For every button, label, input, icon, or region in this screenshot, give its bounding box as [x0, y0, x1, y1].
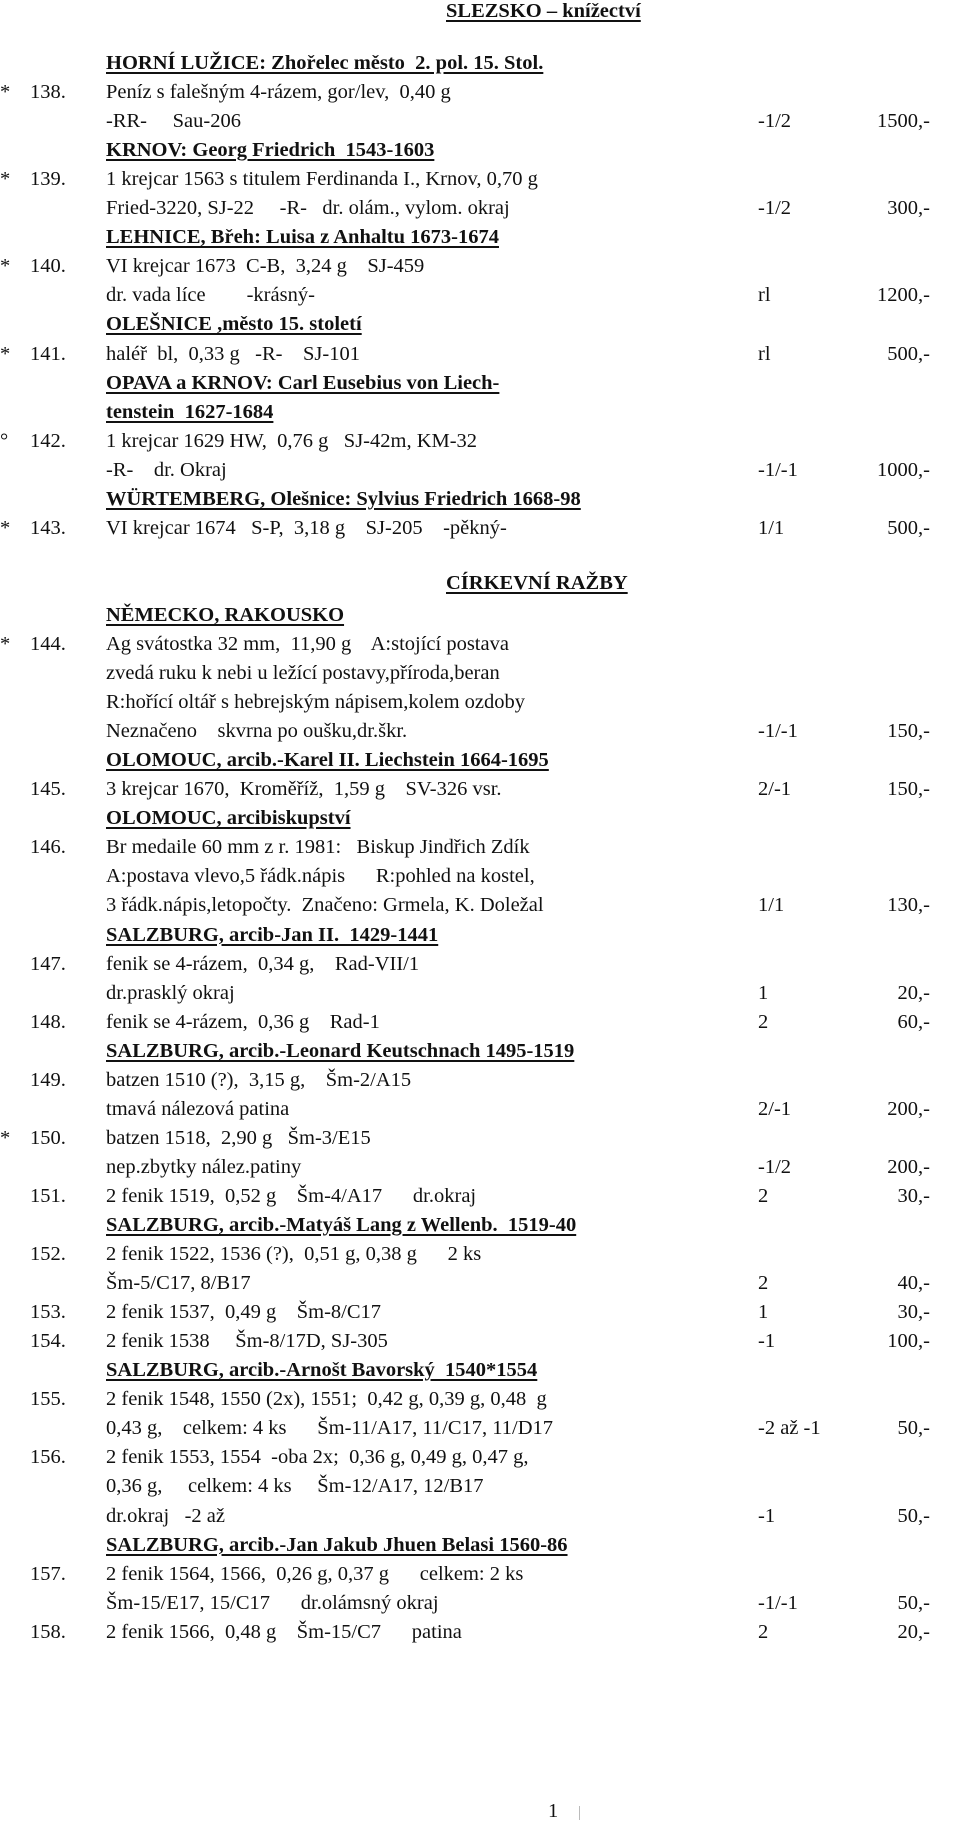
item-description: dr.prasklý okraj	[106, 981, 235, 1004]
heading-text: LEHNICE, Břeh: Luisa z Anhaltu 1673-1674	[106, 226, 499, 249]
item-description: Šm-15/E17, 15/C17 dr.olámsný okraj	[106, 1591, 439, 1614]
item-price: 500,-	[887, 516, 930, 539]
item-description: -RR- Sau-206	[106, 110, 241, 133]
item-price: 300,-	[887, 197, 930, 220]
page-edge-mark	[579, 1806, 580, 1820]
section-heading	[0, 1355, 960, 1385]
item-mark: *	[0, 1126, 11, 1149]
item-price: 50,-	[897, 1591, 930, 1614]
section-heading	[0, 397, 960, 427]
heading-text: HORNÍ LUŽICE: Zhořelec město 2. pol. 15. Stol.	[106, 52, 544, 74]
item-price: 150,-	[887, 720, 930, 743]
item-price: 200,-	[887, 1097, 930, 1120]
catalog-item-continuation	[0, 890, 960, 920]
item-number: 153.	[30, 1301, 66, 1324]
item-number: 147.	[30, 952, 66, 975]
item-number: 146.	[30, 836, 66, 859]
item-description: Šm-5/C17, 8/B17	[106, 1272, 251, 1295]
item-mark: *	[0, 516, 11, 539]
catalog-item-continuation	[0, 861, 960, 891]
heading-text: OPAVA a KRNOV: Carl Eusebius von Liech-	[106, 371, 500, 394]
catalog-item	[0, 1181, 960, 1211]
section-heading	[0, 745, 960, 775]
item-description: 2 fenik 1548, 1550 (2x), 1551; 0,42 g, 0,39 g, 0,48 g	[106, 1388, 547, 1411]
item-description: -R- dr. Okraj	[106, 458, 227, 481]
catalog-item	[0, 426, 960, 456]
item-price: 20,-	[897, 1620, 930, 1643]
item-price: 1200,-	[877, 284, 930, 307]
item-mark: *	[0, 633, 11, 655]
catalog-item-continuation	[0, 716, 960, 746]
item-grade: -1	[758, 1504, 776, 1527]
item-price: 1000,-	[877, 458, 930, 481]
catalog-item	[0, 77, 960, 107]
catalog-item-continuation	[0, 687, 960, 717]
item-description: 0,43 g, celkem: 4 ks Šm-11/A17, 11/C17, 11/D17	[106, 1417, 553, 1440]
item-description: Fried-3220, SJ-22 -R- dr. olám., vylom. okraj	[106, 197, 510, 220]
item-grade: 1/1	[758, 516, 785, 539]
item-price: 1500,-	[877, 110, 930, 133]
item-description: tmavá nálezová patina	[106, 1097, 290, 1120]
item-description: Ag svátostka 32 mm, 11,90 g A:stojící postava	[106, 633, 509, 655]
item-mark: *	[0, 255, 11, 278]
catalog-item	[0, 629, 960, 659]
item-number: 145.	[30, 778, 66, 801]
catalog-item-continuation	[0, 1268, 960, 1298]
item-grade: -1	[758, 1330, 776, 1353]
item-grade: 1	[758, 981, 769, 1004]
item-description: 3 řádk.nápis,letopočty. Značeno: Grmela, K. Doležal	[106, 894, 544, 917]
item-grade: -1/2	[758, 110, 792, 133]
item-grade: 2	[758, 1620, 769, 1643]
item-description: 2 fenik 1522, 1536 (?), 0,51 g, 0,38 g 2 ks	[106, 1243, 482, 1266]
item-description: A:postava vlevo,5 řádk.nápis R:pohled na kostel,	[106, 865, 535, 888]
heading-text: KRNOV: Georg Friedrich 1543-1603	[106, 139, 435, 162]
catalog-item	[0, 339, 960, 369]
item-mark: *	[0, 81, 11, 104]
section-heading	[0, 803, 960, 833]
item-number: 139.	[30, 168, 66, 191]
item-description: dr. vada líce -krásný-	[106, 284, 315, 307]
item-grade: 2/-1	[758, 778, 792, 801]
item-description: VI krejcar 1674 S-P, 3,18 g SJ-205 -pěkný-	[106, 516, 507, 539]
catalog-item-continuation	[0, 455, 960, 485]
catalog-item	[0, 774, 960, 804]
item-grade: 2	[758, 1010, 769, 1033]
heading-text: SALZBURG, arcib-Jan II. 1429-1441	[106, 923, 439, 946]
heading-text: SALZBURG, arcib.-Leonard Keutschnach 1495-1519	[106, 1039, 575, 1062]
catalog-item	[0, 1326, 960, 1356]
item-description: 2 fenik 1566, 0,48 g Šm-15/C7 patina	[106, 1620, 462, 1643]
heading-text: SALZBURG, arcib.-Matyáš Lang z Wellenb. 1519-40	[106, 1214, 577, 1236]
item-number: 150.	[30, 1126, 66, 1149]
item-price: 500,-	[887, 342, 930, 365]
section-heading	[0, 484, 960, 514]
catalog-item	[0, 1617, 960, 1647]
item-description: 2 fenik 1553, 1554 -oba 2x; 0,36 g, 0,49 g, 0,47 g,	[106, 1446, 529, 1469]
item-description: Br medaile 60 mm z r. 1981: Biskup Jindřich Zdík	[106, 836, 530, 859]
item-number: 154.	[30, 1330, 66, 1353]
item-description: Peníz s falešným 4-rázem, gor/lev, 0,40 g	[106, 81, 451, 104]
item-description: nep.zbytky nález.patiny	[106, 1155, 302, 1178]
catalog-item-continuation	[0, 1152, 960, 1182]
item-number: 143.	[30, 516, 66, 539]
item-number: 148.	[30, 1010, 66, 1033]
item-number: 155.	[30, 1388, 66, 1411]
item-grade: 2/-1	[758, 1097, 792, 1120]
item-price: 50,-	[897, 1417, 930, 1440]
item-description: 2 fenik 1519, 0,52 g Šm-4/A17 dr.okraj	[106, 1184, 477, 1207]
item-grade: -1/2	[758, 1155, 792, 1178]
item-price: 150,-	[887, 778, 930, 801]
section-heading	[0, 222, 960, 252]
catalog-item-continuation	[0, 1501, 960, 1531]
heading-text: OLEŠNICE ,město 15. století	[106, 313, 362, 336]
item-price: 20,-	[897, 981, 930, 1004]
section-title-church: CÍRKEVNÍ RAŽBY	[446, 572, 628, 594]
item-description: zvedá ruku k nebi u ležící postavy,příroda,beran	[106, 662, 500, 685]
item-number: 152.	[30, 1243, 66, 1266]
item-number: 141.	[30, 342, 66, 365]
item-description: 1 krejcar 1629 HW, 0,76 g SJ-42m, KM-32	[106, 429, 478, 452]
item-description: dr.okraj -2 až	[106, 1504, 225, 1527]
section-heading	[0, 135, 960, 165]
catalog-item-continuation	[0, 280, 960, 310]
catalog-item-continuation	[0, 1094, 960, 1124]
catalog-item-continuation	[0, 1413, 960, 1443]
item-description: 1 krejcar 1563 s titulem Ferdinanda I., Krnov, 0,70 g	[106, 168, 538, 191]
item-description: batzen 1510 (?), 3,15 g, Šm-2/A15	[106, 1068, 412, 1091]
catalog-item	[0, 251, 960, 281]
catalog-item	[0, 513, 960, 543]
item-mark: °	[0, 429, 9, 452]
catalog-item	[0, 949, 960, 979]
heading-text: WÜRTEMBERG, Olešnice: Sylvius Friedrich 1668-98	[106, 487, 581, 510]
item-mark: *	[0, 342, 11, 365]
item-description: 2 fenik 1564, 1566, 0,26 g, 0,37 g celkem: 2 ks	[106, 1562, 524, 1585]
catalog-item	[0, 1007, 960, 1037]
catalog-item	[0, 1442, 960, 1472]
catalog-item	[0, 1559, 960, 1589]
catalog-item	[0, 1123, 960, 1153]
item-price: 50,-	[897, 1504, 930, 1527]
item-description: batzen 1518, 2,90 g Šm-3/E15	[106, 1126, 371, 1149]
item-grade: rl	[758, 342, 771, 365]
catalog-item	[0, 1297, 960, 1327]
item-description: fenik se 4-rázem, 0,34 g, Rad-VII/1	[106, 952, 420, 975]
catalog-item	[0, 832, 960, 862]
section-heading	[0, 368, 960, 398]
section-heading	[0, 920, 960, 950]
item-number: 149.	[30, 1068, 66, 1091]
catalog-item	[0, 1384, 960, 1414]
section-heading	[0, 309, 960, 339]
item-price: 40,-	[897, 1272, 930, 1295]
item-price: 130,-	[887, 894, 930, 917]
catalog-item	[0, 1239, 960, 1269]
catalog-item-continuation	[0, 1471, 960, 1501]
catalog-item-continuation	[0, 106, 960, 136]
catalog-item	[0, 164, 960, 194]
item-number: 142.	[30, 429, 66, 452]
section-heading	[0, 1036, 960, 1066]
heading-text: NĚMECKO, RAKOUSKO	[106, 603, 345, 626]
section-title: SLEZSKO – knížectví	[446, 0, 641, 22]
catalog-item-continuation	[0, 658, 960, 688]
item-number: 138.	[30, 81, 66, 104]
item-number: 151.	[30, 1184, 66, 1207]
catalog-item-continuation	[0, 193, 960, 223]
item-price: 100,-	[887, 1330, 930, 1353]
item-grade: 2	[758, 1184, 769, 1207]
section-heading	[0, 1530, 960, 1560]
item-number: 140.	[30, 255, 66, 278]
item-description: VI krejcar 1673 C-B, 3,24 g SJ-459	[106, 255, 425, 278]
catalog-item	[0, 1065, 960, 1095]
item-grade: 1/1	[758, 894, 785, 917]
item-grade: 2	[758, 1272, 769, 1295]
item-description: haléř bl, 0,33 g -R- SJ-101	[106, 342, 360, 365]
item-grade: -1/-1	[758, 720, 798, 743]
section-heading	[0, 600, 960, 630]
item-grade: 1	[758, 1301, 769, 1324]
heading-text: SALZBURG, arcib.-Jan Jakub Jhuen Belasi 1560-86	[106, 1533, 568, 1556]
item-grade: -2 až -1	[758, 1417, 821, 1440]
item-grade: -1/2	[758, 197, 792, 220]
item-description: fenik se 4-rázem, 0,36 g Rad-1	[106, 1010, 380, 1033]
item-number: 144.	[30, 633, 66, 655]
item-description: Neznačeno skvrna po oušku,dr.škr.	[106, 720, 408, 743]
item-number: 157.	[30, 1562, 66, 1585]
item-price: 30,-	[897, 1184, 930, 1207]
item-grade: -1/-1	[758, 458, 798, 481]
catalog-item-continuation	[0, 978, 960, 1008]
catalog-item-continuation	[0, 1588, 960, 1618]
item-mark: *	[0, 168, 11, 191]
item-grade: rl	[758, 284, 771, 307]
item-price: 200,-	[887, 1155, 930, 1178]
heading-text: OLOMOUC, arcibiskupství	[106, 807, 351, 830]
item-description: 0,36 g, celkem: 4 ks Šm-12/A17, 12/B17	[106, 1475, 484, 1498]
item-description: 2 fenik 1538 Šm-8/17D, SJ-305	[106, 1330, 388, 1353]
item-price: 30,-	[897, 1301, 930, 1324]
item-description: 2 fenik 1537, 0,49 g Šm-8/C17	[106, 1301, 382, 1324]
heading-text: SALZBURG, arcib.-Arnošt Bavorský 1540*1554	[106, 1359, 538, 1382]
item-description: R:hořící oltář s hebrejským nápisem,kolem ozdoby	[106, 691, 526, 714]
item-price: 60,-	[897, 1010, 930, 1033]
item-number: 156.	[30, 1446, 66, 1469]
section-heading	[0, 1210, 960, 1240]
page-number: 1	[548, 1800, 559, 1822]
heading-text: tenstein 1627-1684	[106, 400, 274, 423]
item-number: 158.	[30, 1620, 66, 1643]
section-heading	[0, 48, 960, 78]
heading-text: OLOMOUC, arcib.-Karel II. Liechstein 1664-1695	[106, 749, 549, 772]
item-description: 3 krejcar 1670, Kroměříž, 1,59 g SV-326 vsr.	[106, 778, 502, 801]
item-grade: -1/-1	[758, 1591, 798, 1614]
